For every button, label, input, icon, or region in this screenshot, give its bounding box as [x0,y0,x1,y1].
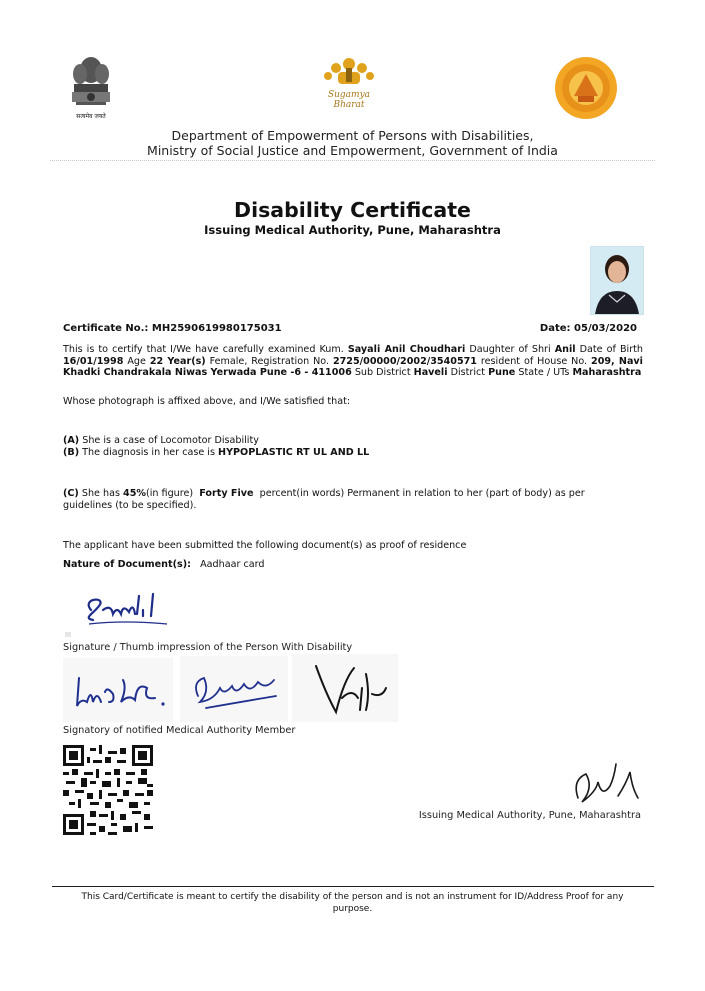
disability-percent: 45% [123,488,146,499]
certification-paragraph: This is to certify that I/We have carefully examined Kum. Sayali Anil Choudhari Daughter of Shri Anil Date of Birth 16/01/1998 Age 22 Year(s) Female, Registration No. 2725/00000/2002/3540571 resident of House No. 209, Navi Khadki Chandrakala Niwas Yerwada Pune -6 - 411006 Sub District Haveli District Pune State / UTs Maharashtra [63,344,643,378]
disability-type: She is a case of Locomotor Disability [82,435,259,446]
certificate-number [63,323,282,335]
footer-divider [52,886,654,887]
footer-disclaimer: This Card/Certificate is meant to certify the disability of the person and is not an instrument for ID/Address Proof for any purpose. [81,892,624,914]
sub-district: Haveli [413,367,448,378]
father-name: Anil [554,344,576,355]
applicant-signature [63,580,173,638]
state: Maharashtra [572,367,642,378]
disability-percent-words: Forty Five [199,488,254,499]
certificate-title: Disability Certificate [234,198,471,222]
certificate-date-label: Date: [539,323,571,334]
certificate-number-label: Certificate No.: [63,323,149,334]
member-signature-3 [292,654,398,722]
issuing-authority-caption: Issuing Medical Authority, Pune, Maharashtra [418,810,641,821]
certificate-subtitle: Issuing Medical Authority, Pune, Maharashtra [204,223,501,237]
registration-number: 2725/00000/2002/3540571 [332,355,477,367]
department-line-1: Department of Empowerment of Persons with Disabilities, [171,128,534,143]
maharashtra-seal-logo [553,56,619,120]
applicant-photo [590,246,644,315]
certificate-date [540,323,637,335]
emblem-motto: सत्यमेव जयते [76,113,106,120]
member-signature-2 [180,656,288,722]
disability-percent-line: (C) She has 45%(in figure) Forty Five percent(in words) Permanent in relation to her (part of body) as per guidelines (to be specified). [63,488,585,511]
applicant-name: Sayali Anil Choudhari [347,344,466,355]
members-signature-caption: Signatory of notified Medical Authority Member [63,725,296,736]
certificate-number-value: MH2590619980175031 [151,323,282,334]
sugamya-bharat-logo-text: Sugamya Bharat [327,90,371,110]
address: 209, Navi Khadki Chandrakala Niwas Yerwada Pune -6 - 411006 [63,355,643,378]
diagnosis: HYPOPLASTIC RT UL AND LL [218,447,370,458]
authority-signature [568,758,646,808]
certificate-date-value: 05/03/2020 [574,323,637,334]
header-divider [50,160,655,161]
age: 22 Year(s) [149,355,206,367]
district: Pune [488,367,516,378]
photo-affixed-line: Whose photograph is affixed above, and I/We satisfied that: [63,396,351,407]
date-of-birth: 16/01/1998 [63,355,124,367]
department-line-2: Ministry of Social Justice and Empowerment, Government of India [147,143,558,158]
diagnosis-line: (B) The diagnosis in her case is HYPOPLASTIC RT UL AND LL [63,447,370,458]
member-signature-1 [63,658,173,722]
residence-proof-line: The applicant have been submitted the following document(s) as proof of residence [63,540,467,551]
nature-of-document: Nature of Document(s): Aadhaar card [63,559,265,570]
disability-type-line: (A) She is a case of Locomotor Disability [63,435,259,446]
qr-code [63,745,153,835]
applicant-signature-caption: Signature / Thumb impression of the Person With Disability [63,642,353,653]
nature-of-document-value: Aadhaar card [200,559,265,570]
